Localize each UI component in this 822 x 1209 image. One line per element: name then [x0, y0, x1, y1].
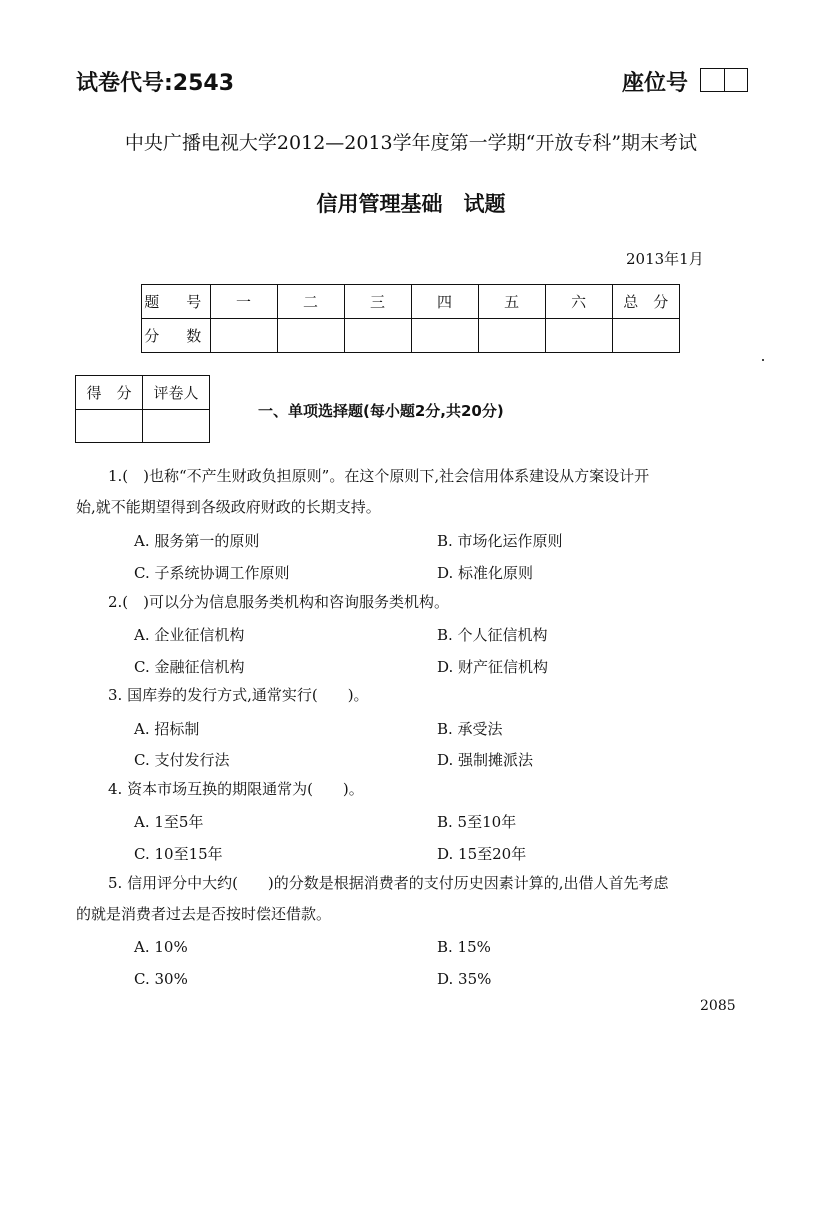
- question-text-continued: 始,就不能期望得到各级政府财政的长期支持。: [76, 498, 381, 516]
- option-a[interactable]: A. 1至5年: [134, 813, 204, 831]
- option-b[interactable]: B. 5至10年: [437, 813, 517, 831]
- seat-cell[interactable]: [701, 69, 724, 91]
- question-text: 3. 国库券的发行方式,通常实行( )。: [108, 686, 369, 704]
- score-table-score-row: [142, 319, 680, 353]
- question-text: 4. 资本市场互换的期限通常为( )。: [108, 780, 364, 798]
- score-table-header: 二: [277, 285, 344, 319]
- question-2: [76, 587, 748, 618]
- option-b[interactable]: B. 市场化运作原则: [437, 532, 563, 550]
- score-table-row-label: 分 数: [142, 319, 211, 353]
- grader-name-label: 评卷人: [143, 376, 210, 410]
- option-c[interactable]: C. 金融征信机构: [134, 658, 245, 676]
- score-cell[interactable]: [478, 319, 545, 353]
- score-table-header: 四: [411, 285, 478, 319]
- question-5: [76, 868, 748, 930]
- question-text-continued: 的就是消费者过去是否按时偿还借款。: [76, 905, 332, 923]
- option-b[interactable]: B. 15%: [437, 938, 491, 956]
- option-a[interactable]: A. 企业征信机构: [134, 626, 245, 644]
- option-d[interactable]: D. 财产征信机构: [437, 658, 549, 676]
- score-table-header: 一: [210, 285, 277, 319]
- option-c[interactable]: C. 30%: [134, 970, 188, 988]
- option-a[interactable]: A. 服务第一的原则: [134, 532, 260, 550]
- option-b[interactable]: B. 承受法: [437, 720, 503, 738]
- score-table-header: 六: [545, 285, 612, 319]
- option-a[interactable]: A. 10%: [134, 938, 188, 956]
- question-1: [76, 461, 748, 523]
- question-text: 1.( )也称“不产生财政负担原则”。在这个原则下,社会信用体系建设从方案设计开: [108, 467, 650, 485]
- question-text: 2.( )可以分为信息服务类机构和咨询服务类机构。: [108, 593, 450, 611]
- option-a[interactable]: A. 招标制: [134, 720, 200, 738]
- exam-date: 2013年1月: [626, 250, 704, 268]
- score-cell[interactable]: [545, 319, 612, 353]
- section-title: 一、单项选择题(每小题2分,共20分): [258, 402, 504, 420]
- score-table-header: 三: [344, 285, 411, 319]
- exam-title: 中央广播电视大学2012—2013学年度第一学期“开放专科”期末考试: [124, 132, 698, 154]
- option-d[interactable]: D. 强制摊派法: [437, 751, 534, 769]
- question-3: [76, 680, 748, 711]
- score-cell[interactable]: [344, 319, 411, 353]
- score-table: [141, 284, 680, 353]
- seat-number-box[interactable]: [700, 68, 748, 92]
- option-d[interactable]: D. 35%: [437, 970, 492, 988]
- subject-title: 信用管理基础 试题: [316, 191, 506, 216]
- scan-speck: [762, 359, 764, 361]
- score-table-header-row: [142, 285, 680, 319]
- option-b[interactable]: B. 个人征信机构: [437, 626, 548, 644]
- score-table-header: 题 号: [142, 285, 211, 319]
- option-c[interactable]: C. 10至15年: [134, 845, 223, 863]
- score-table-header: 五: [478, 285, 545, 319]
- score-cell[interactable]: [210, 319, 277, 353]
- question-text: 5. 信用评分中大约( )的分数是根据消费者的支付历史因素计算的,出借人首先考虑: [108, 874, 669, 892]
- option-c[interactable]: C. 支付发行法: [134, 751, 230, 769]
- score-table-header: 总 分: [612, 285, 679, 319]
- grader-score-label: 得 分: [76, 376, 143, 410]
- option-d[interactable]: D. 15至20年: [437, 845, 527, 863]
- score-cell[interactable]: [411, 319, 478, 353]
- grader-name-cell[interactable]: [143, 410, 210, 443]
- grader-score-cell[interactable]: [76, 410, 143, 443]
- seat-number-label: 座位号: [622, 71, 689, 96]
- question-4: [76, 774, 748, 805]
- page-number: 2085: [700, 998, 736, 1014]
- option-c[interactable]: C. 子系统协调工作原则: [134, 564, 290, 582]
- exam-code: 试卷代号:2543: [76, 71, 235, 96]
- score-cell[interactable]: [277, 319, 344, 353]
- seat-cell[interactable]: [724, 69, 748, 91]
- grader-table: [75, 375, 210, 443]
- option-d[interactable]: D. 标准化原则: [437, 564, 534, 582]
- score-cell[interactable]: [612, 319, 679, 353]
